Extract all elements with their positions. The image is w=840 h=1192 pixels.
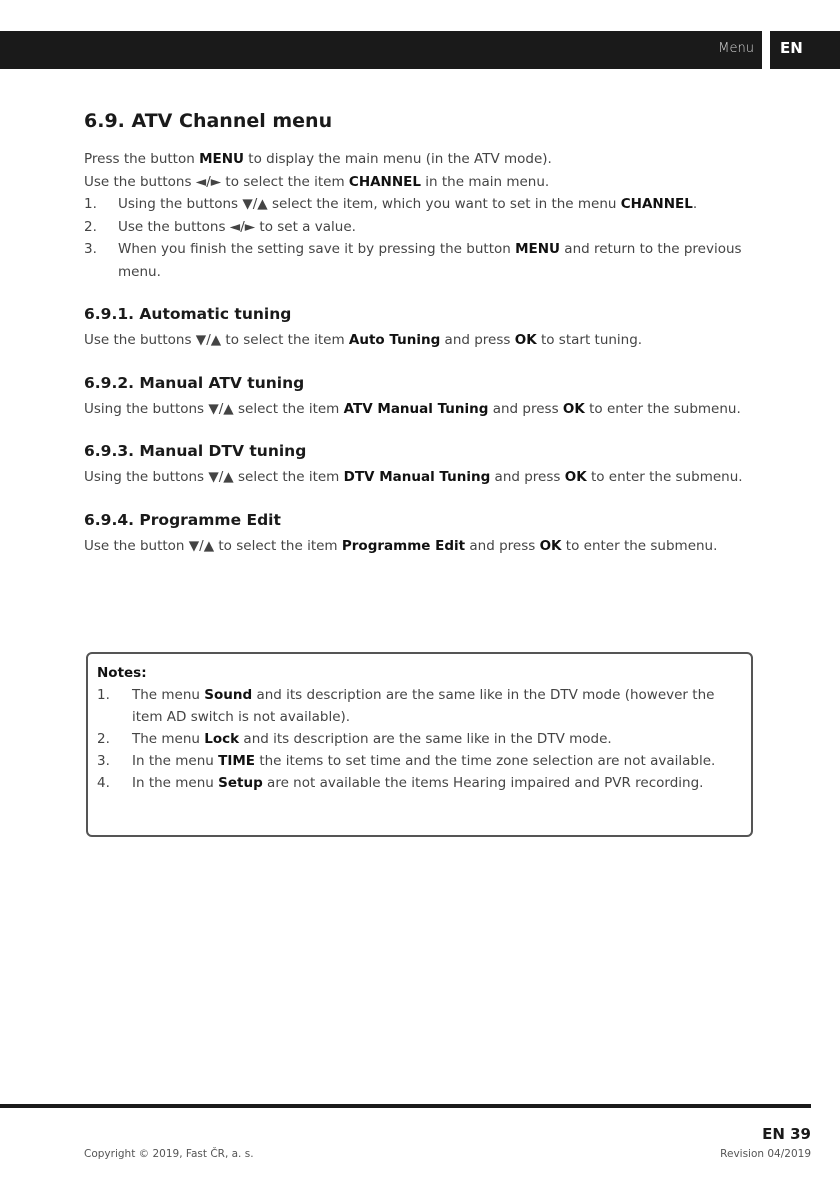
- section-heading: 6.9.3. Manual DTV tuning: [84, 442, 307, 460]
- notes-list: [97, 684, 741, 794]
- footer-rule: [0, 1104, 811, 1108]
- list-item: 3. When you finish the setting save it by pressing the button MENU and return to the previous menu.: [84, 241, 742, 280]
- language-badge: EN: [770, 31, 840, 69]
- revision: Revision 04/2019: [720, 1148, 811, 1160]
- notes-box: [86, 652, 753, 837]
- list-item: 2. Use the buttons ◄/► to set a value.: [84, 218, 356, 235]
- header-bar: [0, 31, 762, 69]
- list-item: 1. Using the buttons ▼/▲ select the item, which you want to set in the menu CHANNEL.: [84, 196, 698, 212]
- list-item: 3. In the menu TIME the items to set time and the time zone selection are not available.: [97, 753, 716, 769]
- section-body: Use the button ▼/▲ to select the item Programme Edit and press OK to enter the submenu.: [84, 537, 718, 554]
- section-heading: 6.9.4. Programme Edit: [84, 510, 281, 529]
- page-number: EN 39: [762, 1125, 811, 1143]
- intro-line-2: Use the buttons ◄/► to select the item CHANNEL in the main menu.: [84, 173, 550, 190]
- page-title: 6.9. ATV Channel menu: [84, 110, 333, 132]
- intro-line-1: Press the button MENU to display the main menu (in the ATV mode).: [84, 151, 552, 167]
- notes-title: Notes:: [97, 665, 147, 681]
- section-body: Use the buttons ▼/▲ to select the item Auto Tuning and press OK to start tuning.: [84, 332, 643, 348]
- main-content: [84, 110, 744, 557]
- section-heading: 6.9.1. Automatic tuning: [84, 305, 292, 323]
- list-item: 4. In the menu Setup are not available the items Hearing impaired and PVR recording.: [97, 775, 704, 791]
- copyright: Copyright © 2019, Fast ČR, a. s.: [84, 1148, 254, 1160]
- section-body: Using the buttons ▼/▲ select the item DTV Manual Tuning and press OK to enter the submenu.: [84, 469, 743, 485]
- section-heading: 6.9.2. Manual ATV tuning: [84, 373, 305, 392]
- list-item: 2. The menu Lock and its description are the same like in the DTV mode.: [97, 731, 612, 747]
- steps-list: [84, 193, 744, 283]
- list-item: 1. The menu Sound and its description are the same like in the DTV mode (however the item AD switch is not available).: [97, 687, 715, 725]
- section-body: Using the buttons ▼/▲ select the item ATV Manual Tuning and press OK to enter the submenu.: [84, 400, 741, 417]
- section-label: Menu: [718, 41, 754, 56]
